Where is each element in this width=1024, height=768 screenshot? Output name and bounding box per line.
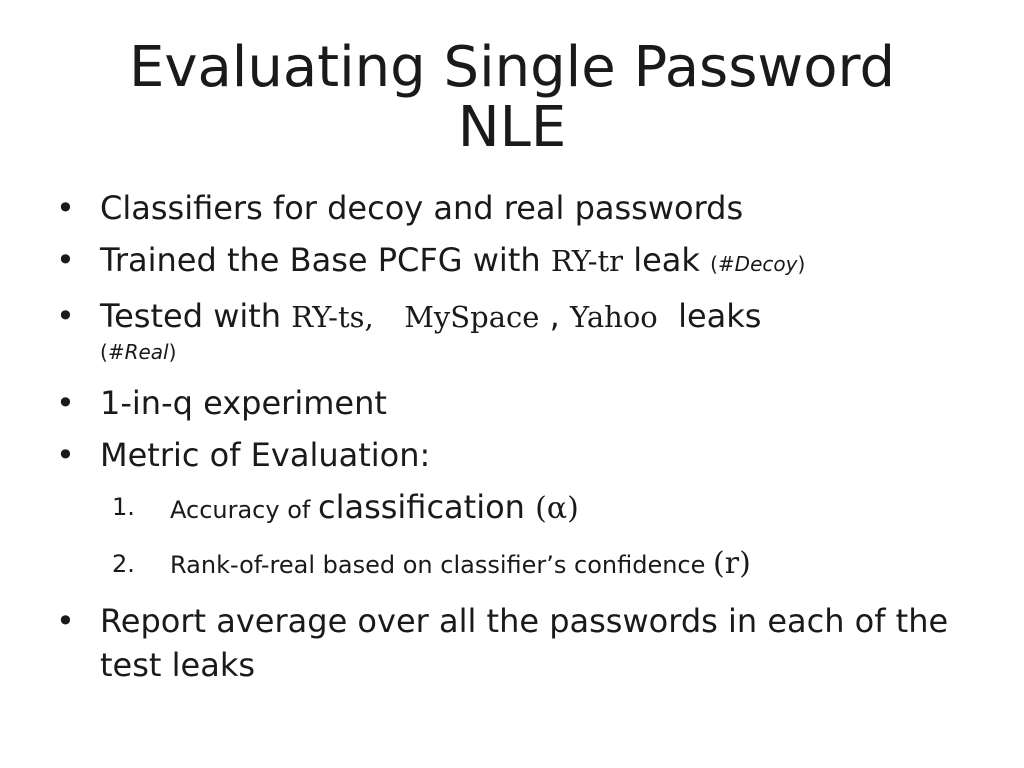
metric-text-small: Rank-of-real based on classifier’s confidence <box>170 551 714 579</box>
note-open-paren: ( <box>100 340 108 364</box>
bullet-text-prefix: Trained the Base PCFG with <box>100 241 551 279</box>
bullet-dot: • <box>56 297 75 335</box>
metric-text-small: Accuracy of <box>170 496 318 524</box>
bullet-text: 1-in-q experiment <box>100 384 387 422</box>
note-real: #Real <box>107 340 169 364</box>
leak-name-yahoo: Yahoo <box>569 300 658 334</box>
metric-symbol-alpha: (α) <box>535 491 579 526</box>
note-close-paren: ) <box>797 252 806 276</box>
metric-number: 1. <box>112 493 135 521</box>
bullet-item-classifiers <box>56 186 976 230</box>
metric-symbol-r: (r) <box>713 546 751 581</box>
bullet-text-suffix: leak <box>623 241 711 279</box>
metric-item-accuracy <box>56 487 976 530</box>
bullet-item-experiment <box>56 381 976 425</box>
bullet-text: Report average over all the passwords in each of the test leaks <box>100 602 949 684</box>
bullet-dot: • <box>56 436 75 474</box>
bullet-dot: • <box>56 602 75 640</box>
metric-item-rank <box>56 544 976 585</box>
bullet-dot: • <box>56 384 75 422</box>
metric-number: 2. <box>112 550 135 578</box>
bullet-text-prefix: Tested with <box>100 297 292 335</box>
note-close-paren: ) <box>168 340 177 364</box>
leak-name-ry-ts: RY-ts, <box>291 300 374 334</box>
slide-title <box>0 35 1024 160</box>
leak-name-ry-tr: RY-tr <box>550 244 624 278</box>
leak-separator: , <box>539 297 570 335</box>
note-decoy: #Decoy <box>717 252 798 276</box>
bullet-dot: • <box>56 241 75 279</box>
bullet-text: Classifiers for decoy and real passwords <box>100 189 744 227</box>
metric-text-large: classification <box>317 488 536 526</box>
bullet-dot: • <box>56 189 75 227</box>
bullet-item-report <box>56 599 976 687</box>
bullet-list <box>56 186 976 695</box>
note-real-line <box>100 339 976 365</box>
bullet-item-trained <box>56 238 976 286</box>
bullet-text-suffix: leaks <box>667 297 762 335</box>
slide-title-line-2: NLE <box>457 95 567 160</box>
note-open-paren: ( <box>710 252 718 276</box>
bullet-item-tested <box>56 294 976 365</box>
slide-title-line-1: Evaluating Single Password <box>128 35 896 100</box>
bullet-text: Metric of Evaluation: <box>100 436 431 474</box>
leak-name-myspace: MySpace <box>404 300 540 334</box>
bullet-item-metric <box>56 433 976 477</box>
